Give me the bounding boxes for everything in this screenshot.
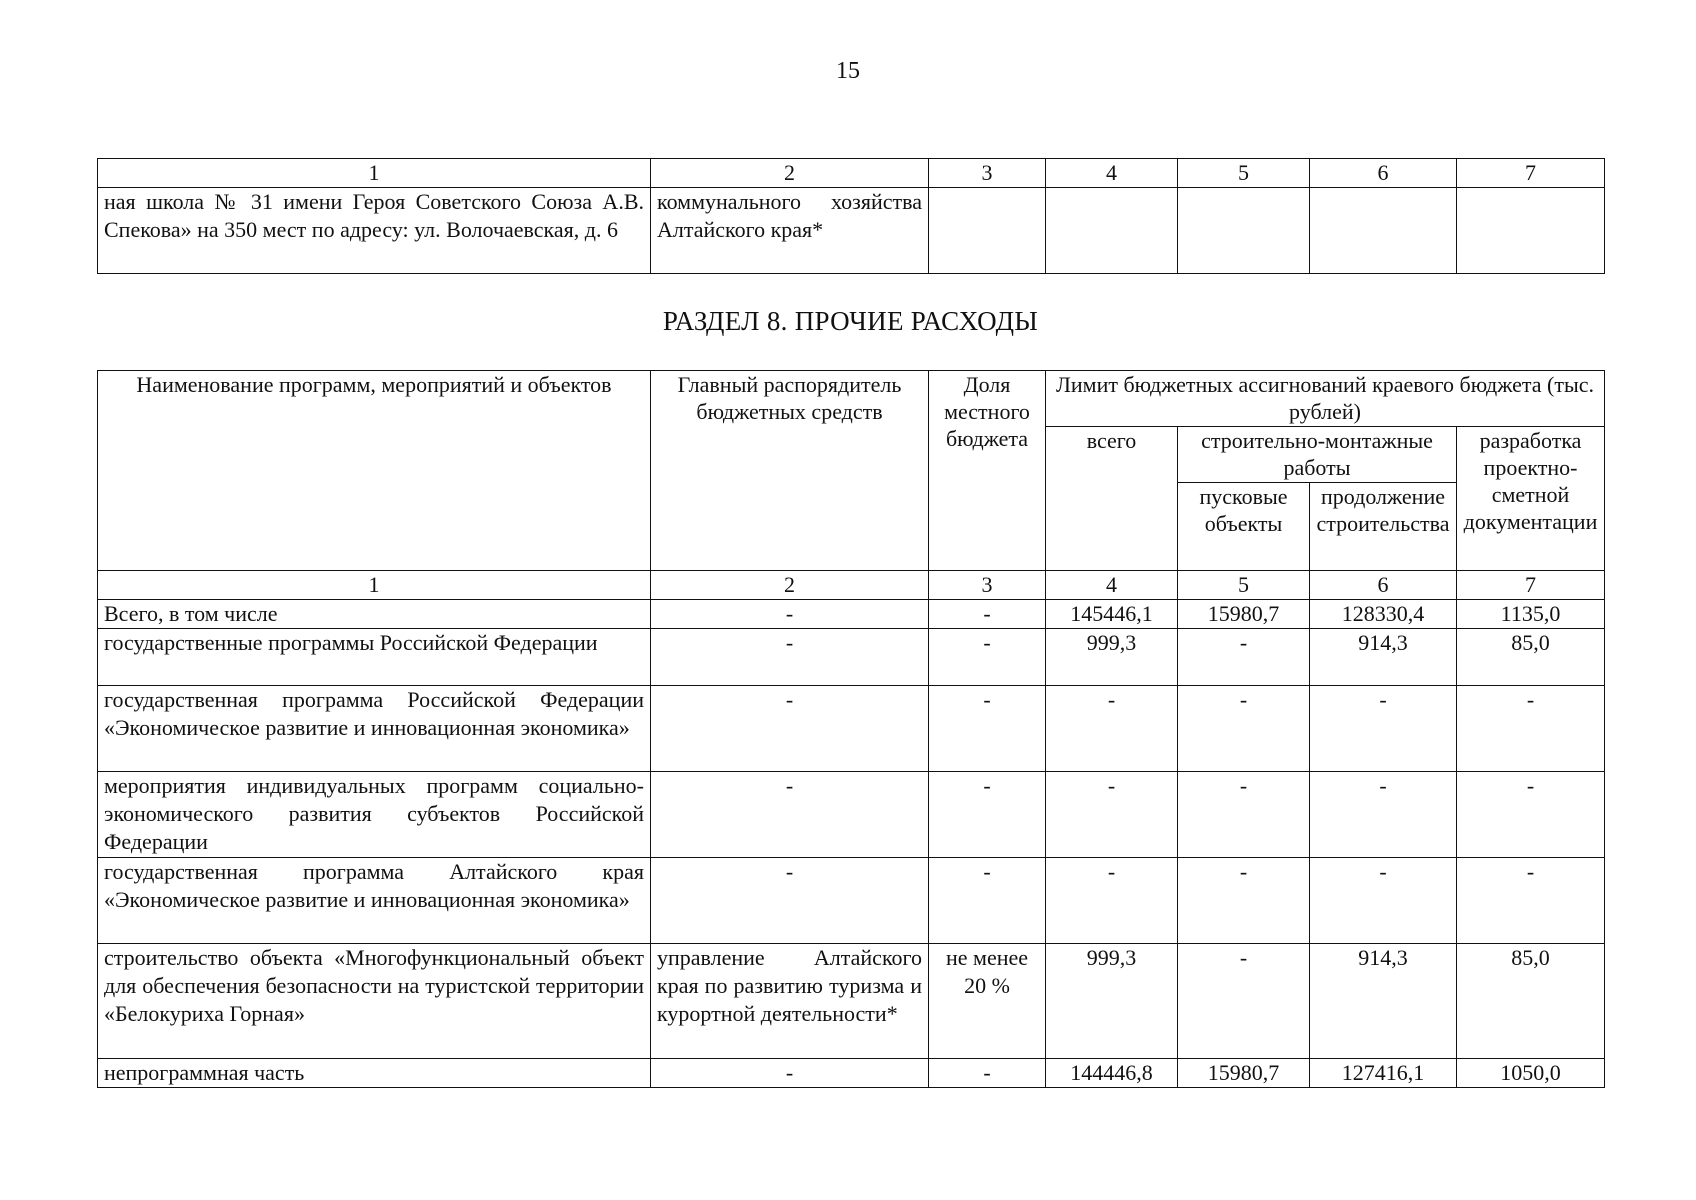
table-row	[98, 1059, 1605, 1088]
header-distributor: Главный распорядитель бюджетных средств	[651, 371, 929, 571]
cell-continuation: 914,3	[1310, 944, 1457, 1059]
cell-design: 1050,0	[1457, 1059, 1605, 1088]
cell-design: -	[1457, 686, 1605, 772]
cell-share: -	[929, 686, 1046, 772]
column-number: 4	[1046, 571, 1178, 600]
header-design: разработка проектно-сметной документации	[1457, 427, 1605, 571]
column-number-row	[98, 159, 1605, 188]
column-number: 5	[1178, 159, 1310, 188]
cell-share: -	[929, 600, 1046, 629]
cell-total: -	[1046, 858, 1178, 944]
table-row	[98, 629, 1605, 686]
cell-distributor: -	[651, 686, 929, 772]
cell-design: 1135,0	[1457, 600, 1605, 629]
cell-continuation: -	[1310, 858, 1457, 944]
cell-name: строительство объекта «Многофункциональный объект для обеспечения безопасности на туристской территории «Белокуриха Горная»	[98, 944, 651, 1059]
column-number: 6	[1310, 571, 1457, 600]
header-row	[98, 371, 1605, 427]
column-number: 1	[98, 159, 651, 188]
cell-distributor: -	[651, 858, 929, 944]
column-number: 5	[1178, 571, 1310, 600]
cell-launch: -	[1178, 772, 1310, 858]
table-row	[98, 858, 1605, 944]
header-construction: строительно-монтажные работы	[1178, 427, 1457, 483]
column-number: 1	[98, 571, 651, 600]
table-row	[98, 600, 1605, 629]
cell-distributor: коммунального хозяйства Алтайского края*	[651, 188, 929, 274]
cell-total: -	[1046, 686, 1178, 772]
cell-name: Всего, в том числе	[98, 600, 651, 629]
header-continuation: продолжение строительства	[1310, 483, 1457, 571]
cell-launch: 15980,7	[1178, 1059, 1310, 1088]
cell-total: 999,3	[1046, 944, 1178, 1059]
cell-name: ная школа № 31 имени Героя Советского Союза А.В. Спекова» на 350 мест по адресу: ул. Волочаевская, д. 6	[98, 188, 651, 274]
cell-share	[929, 188, 1046, 274]
cell-continuation: -	[1310, 686, 1457, 772]
column-number: 3	[929, 159, 1046, 188]
table-row	[98, 944, 1605, 1059]
cell-share: не менее 20 %	[929, 944, 1046, 1059]
table-row	[98, 686, 1605, 772]
cell-distributor: -	[651, 629, 929, 686]
cell-continuation: -	[1310, 772, 1457, 858]
cell-design: 85,0	[1457, 944, 1605, 1059]
cell-distributor: управление Алтайского края по развитию туризма и курортной деятельности*	[651, 944, 929, 1059]
expenses-table	[97, 370, 1605, 1088]
cell-total: 145446,1	[1046, 600, 1178, 629]
header-total: всего	[1046, 427, 1178, 571]
cell-launch	[1178, 188, 1310, 274]
cell-continuation: 914,3	[1310, 629, 1457, 686]
column-number: 2	[651, 159, 929, 188]
section-title: РАЗДЕЛ 8. ПРОЧИЕ РАСХОДЫ	[662, 306, 1039, 336]
cell-distributor: -	[651, 600, 929, 629]
column-number: 3	[929, 571, 1046, 600]
header-limit: Лимит бюджетных ассигнований краевого бюджета (тыс. рублей)	[1046, 371, 1605, 427]
cell-share: -	[929, 772, 1046, 858]
cell-share: -	[929, 858, 1046, 944]
table-row	[98, 772, 1605, 858]
cell-name: мероприятия индивидуальных программ социально-экономического развития субъектов Российской Федерации	[98, 772, 651, 858]
cell-total: -	[1046, 772, 1178, 858]
cell-share: -	[929, 629, 1046, 686]
cell-name: непрограммная часть	[98, 1059, 651, 1088]
header-share: Доля местного бюджета	[929, 371, 1046, 571]
cell-continuation: 127416,1	[1310, 1059, 1457, 1088]
cell-launch: -	[1178, 944, 1310, 1059]
cell-continuation	[1310, 188, 1457, 274]
cell-design	[1457, 188, 1605, 274]
column-number-row	[98, 571, 1605, 600]
cell-design: 85,0	[1457, 629, 1605, 686]
table-row	[98, 188, 1605, 274]
cell-total: 144446,8	[1046, 1059, 1178, 1088]
cell-launch: -	[1178, 858, 1310, 944]
cell-name: государственная программа Алтайского края «Экономическое развитие и инновационная экономика»	[98, 858, 651, 944]
cell-name: государственные программы Российской Федерации	[98, 629, 651, 686]
cell-distributor: -	[651, 1059, 929, 1088]
column-number: 2	[651, 571, 929, 600]
column-number: 7	[1457, 571, 1605, 600]
cell-distributor: -	[651, 772, 929, 858]
page-number: 15	[836, 58, 860, 84]
cell-launch: -	[1178, 629, 1310, 686]
column-number: 4	[1046, 159, 1178, 188]
column-number: 7	[1457, 159, 1605, 188]
cell-launch: 15980,7	[1178, 600, 1310, 629]
cell-continuation: 128330,4	[1310, 600, 1457, 629]
header-name: Наименование программ, мероприятий и объектов	[98, 371, 651, 571]
cell-design: -	[1457, 772, 1605, 858]
cell-total: 999,3	[1046, 629, 1178, 686]
cell-total	[1046, 188, 1178, 274]
cell-design: -	[1457, 858, 1605, 944]
cell-name: государственная программа Российской Федерации «Экономическое развитие и инновационная экономика»	[98, 686, 651, 772]
cell-launch: -	[1178, 686, 1310, 772]
column-number: 6	[1310, 159, 1457, 188]
cell-share: -	[929, 1059, 1046, 1088]
continuation-table	[97, 158, 1605, 274]
header-launch: пусковые объекты	[1178, 483, 1310, 571]
